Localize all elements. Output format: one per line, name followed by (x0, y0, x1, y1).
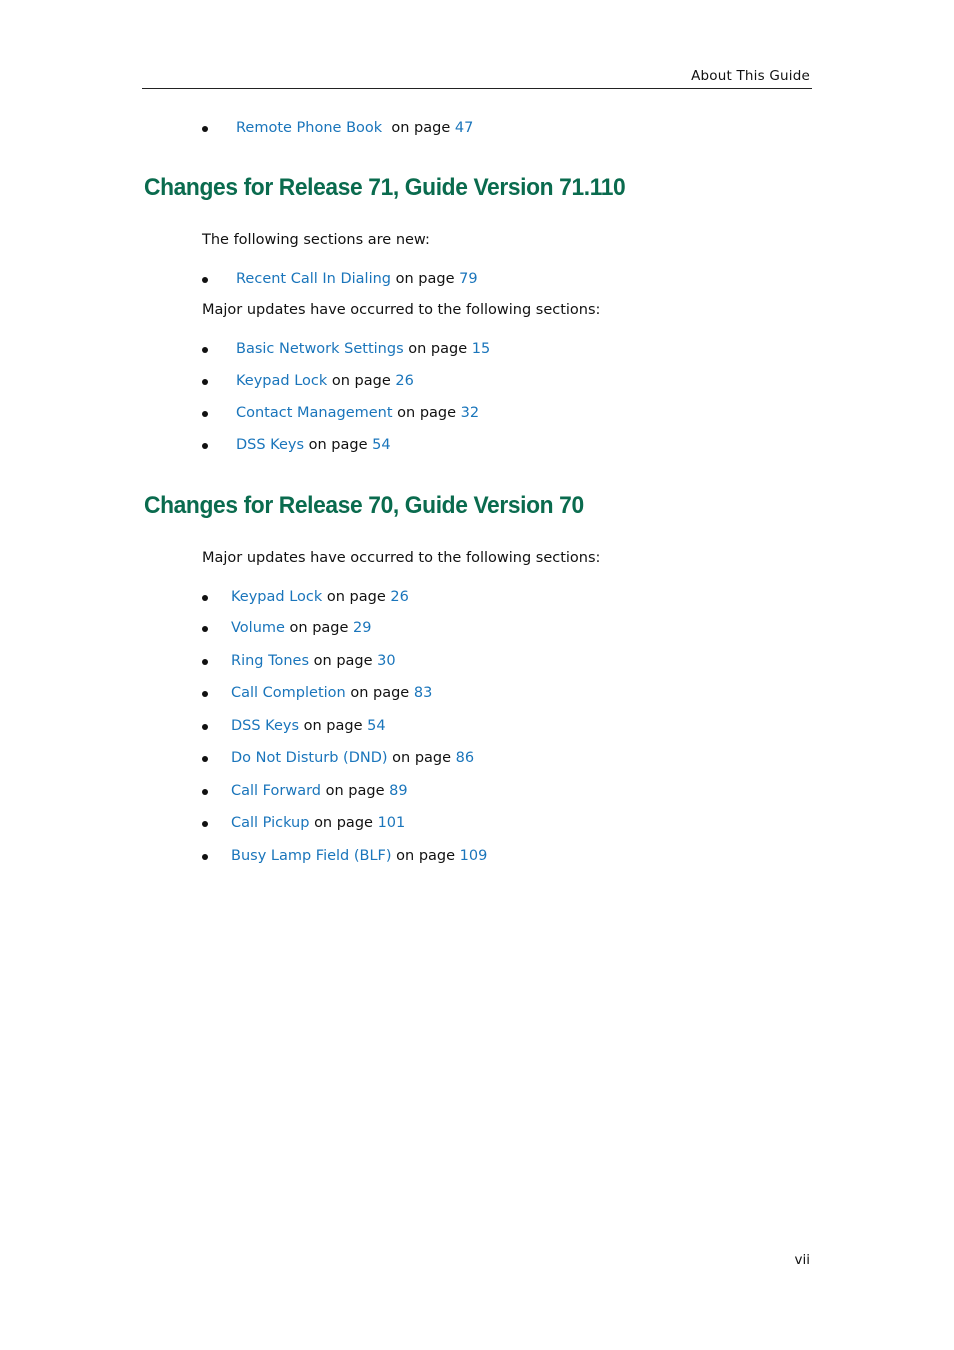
toc-link[interactable]: DSS Keys (236, 437, 305, 453)
bullet-icon (202, 443, 208, 449)
page-ref-number[interactable]: 54 (372, 437, 391, 453)
page-ref-number[interactable]: 30 (377, 653, 396, 669)
page-number: vii (794, 1252, 810, 1268)
bullet-icon (202, 347, 208, 353)
page-ref-number[interactable]: 89 (389, 783, 408, 799)
toc-link[interactable]: Keypad Lock (231, 589, 323, 605)
page-ref-label: on page (395, 271, 455, 287)
bullet-icon (202, 691, 208, 697)
page-ref-number[interactable]: 29 (353, 620, 372, 636)
page-ref-number[interactable]: 26 (395, 373, 414, 389)
page-ref-number[interactable]: 101 (377, 815, 406, 831)
bullet-icon (202, 626, 208, 632)
toc-link[interactable]: Keypad Lock (236, 373, 328, 389)
toc-link[interactable]: Call Forward (231, 783, 321, 799)
page-ref-label: on page (326, 589, 386, 605)
page-ref-label: on page (313, 653, 373, 669)
header-title: About This Guide (691, 68, 810, 84)
toc-link[interactable]: Do Not Disturb (DND) (231, 750, 388, 766)
page-ref-number[interactable]: 54 (367, 718, 386, 734)
bullet-icon (202, 854, 208, 860)
toc-link[interactable]: Volume (231, 620, 285, 636)
page-ref-number[interactable]: 32 (460, 405, 480, 421)
page-ref-number[interactable]: 47 (454, 120, 474, 136)
page-ref-number[interactable]: 79 (459, 271, 478, 287)
running-header (142, 66, 812, 89)
bullet-icon (202, 724, 208, 730)
paragraph: Major updates have occurred to the following sections: (202, 550, 601, 566)
page-ref-label: on page (350, 685, 410, 701)
page-ref-number[interactable]: 26 (390, 589, 409, 605)
section-heading: Changes for Release 70, Guide Version 70 (144, 492, 584, 519)
page-ref-label: on page (397, 405, 457, 421)
page-ref-label: on page (303, 718, 363, 734)
bullet-icon (202, 411, 208, 417)
toc-link[interactable]: Remote Phone Book (236, 120, 383, 136)
page-ref-label: on page (408, 341, 468, 357)
page-ref-number[interactable]: 83 (413, 685, 433, 701)
toc-link[interactable]: Busy Lamp Field (BLF) (231, 848, 392, 864)
paragraph: Major updates have occurred to the following sections: (202, 302, 601, 318)
toc-link[interactable]: Ring Tones (231, 653, 310, 669)
bullet-icon (202, 789, 208, 795)
page-ref-label: on page (308, 437, 368, 453)
paragraph: The following sections are new: (202, 232, 430, 248)
toc-link[interactable]: DSS Keys (231, 718, 300, 734)
toc-link[interactable]: Recent Call In Dialing (236, 271, 392, 287)
page-ref-label: on page (325, 783, 385, 799)
page-ref-number[interactable]: 15 (471, 341, 491, 357)
toc-link[interactable]: Contact Management (236, 405, 393, 421)
toc-link[interactable]: Call Completion (231, 685, 346, 701)
page-ref-label: on page (396, 848, 456, 864)
page-ref-label: on page (331, 373, 391, 389)
bullet-icon (202, 821, 208, 827)
page-ref-number[interactable]: 109 (459, 848, 488, 864)
toc-link[interactable]: Call Pickup (231, 815, 310, 831)
page-ref-label: on page (391, 120, 451, 136)
toc-link[interactable]: Basic Network Settings (236, 341, 404, 357)
page-ref-number[interactable]: 86 (455, 750, 475, 766)
bullet-icon (202, 659, 208, 665)
page-ref-label: on page (314, 815, 373, 831)
bullet-icon (202, 379, 208, 385)
bullet-icon (202, 277, 208, 283)
page-ref-label: on page (392, 750, 452, 766)
bullet-icon (202, 126, 208, 132)
section-heading: Changes for Release 71, Guide Version 71.110 (144, 174, 626, 201)
bullet-icon (202, 756, 208, 762)
bullet-icon (202, 595, 208, 601)
page-ref-label: on page (289, 620, 349, 636)
